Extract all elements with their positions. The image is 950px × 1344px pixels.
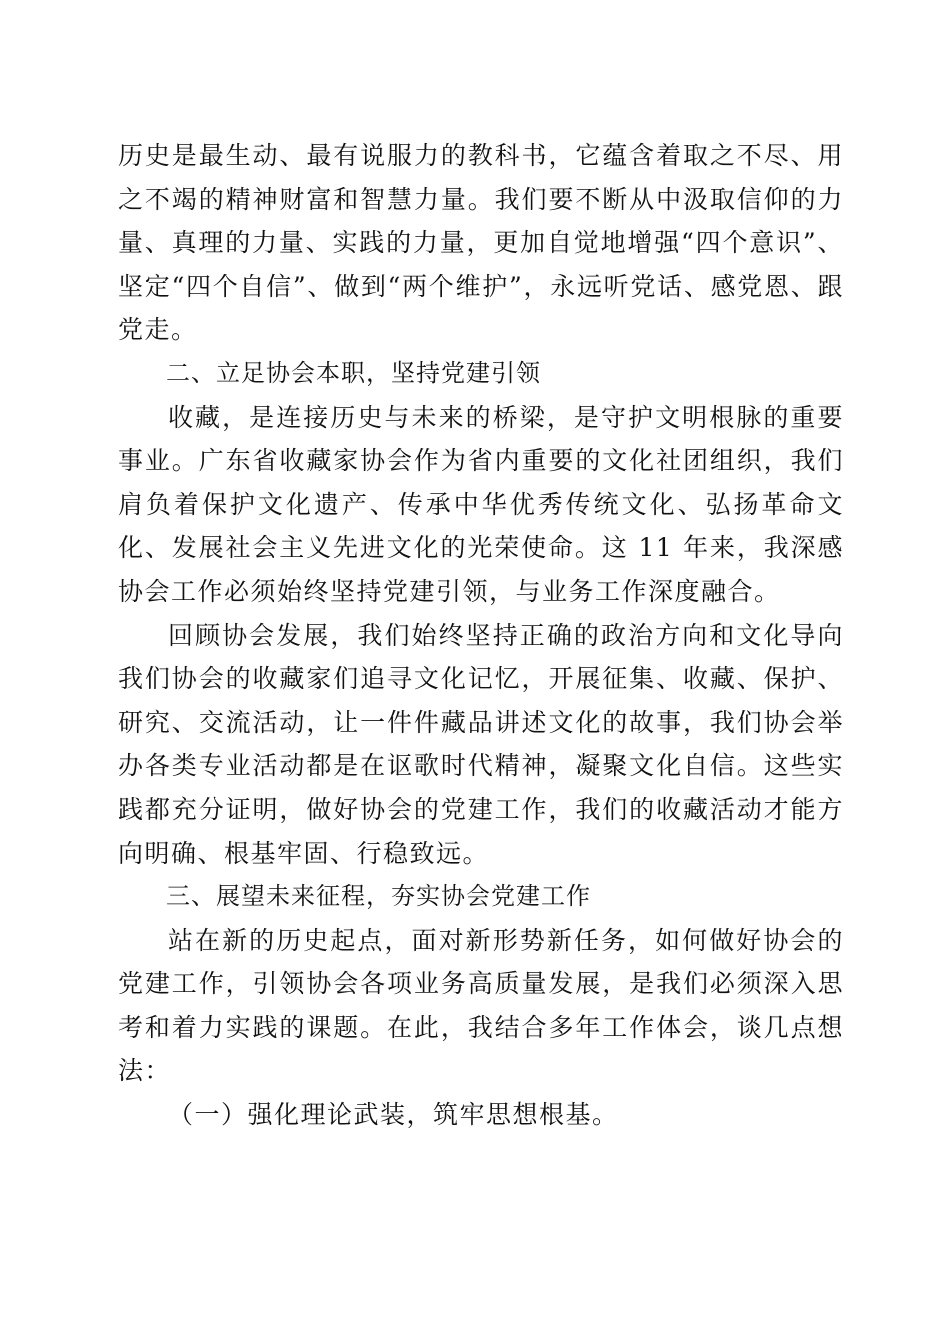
subheading-1: （一）强化理论武装，筑牢思想根基。 <box>168 1100 619 1130</box>
section-heading-2: 二、立足协会本职，坚持党建引领 <box>166 358 541 387</box>
paragraph-history: 历史是最生动、最有说服力的教科书，它蕴含着取之不尽、用之不竭的精神财富和智慧力量。我们要不断从中汲取信仰的力量、真理的力量、实践的力量，更加自觉地增强“四个意识”、坚定“四个自信”、做到“两个维护”，永远听党话、感党恩、跟党走。 <box>118 141 844 345</box>
paragraph-new-start: 站在新的历史起点，面对新形势新任务，如何做好协会的党建工作，引领协会各项业务高质量发展，是我们必须深入思考和着力实践的课题。在此，我结合多年工作体会，谈几点想法： <box>118 925 844 1086</box>
paragraph-collection: 收藏，是连接历史与未来的桥梁，是守护文明根脉的重要事业。广东省收藏家协会作为省内重要的文化社团组织，我们肩负着保护文化遗产、传承中华优秀传统文化、弘扬革命文化、发展社会主义先进文化的光荣使命。这 11 年来，我深感协会工作必须始终坚持党建引领，与业务工作深度融合。 <box>118 402 844 606</box>
section-heading-3: 三、展望未来征程，夯实协会党建工作 <box>166 882 591 911</box>
document-body <box>118 134 844 1137</box>
paragraph-review: 回顾协会发展，我们始终坚持正确的政治方向和文化导向我们协会的收藏家们追寻文化记忆，开展征集、收藏、保护、研究、交流活动，让一件件藏品讲述文化的故事，我们协会举办各类专业活动都是在讴歌时代精神，凝聚文化自信。这些实践都充分证明，做好协会的党建工作，我们的收藏活动才能方向明确、根基牢固、行稳致远。 <box>118 620 844 868</box>
